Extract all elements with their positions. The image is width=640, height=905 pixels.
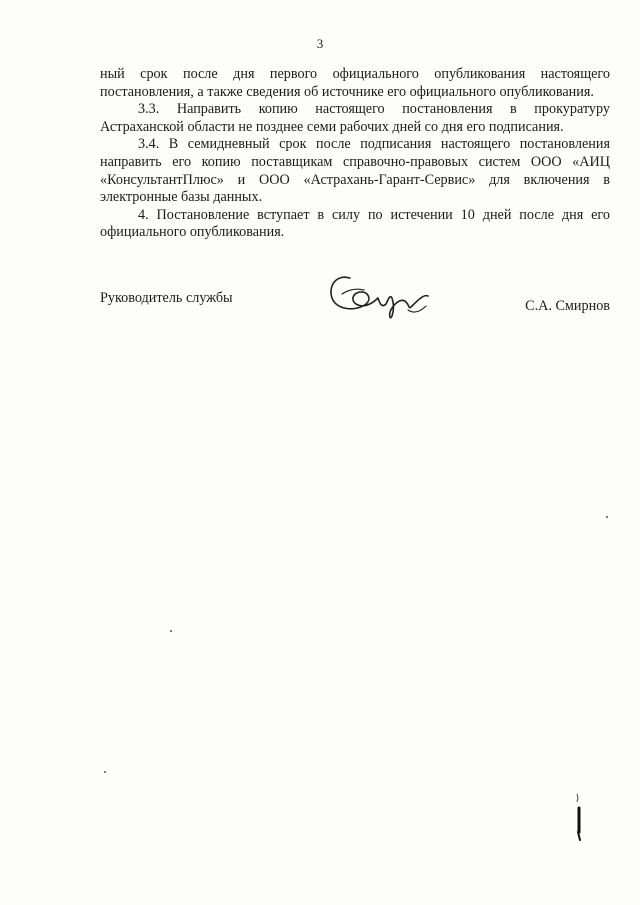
paragraph-item-3-3: 3.3. Направить копию настоящего постановления в прокуратуру Астраханской области не позднее семи рабочих дней со дня его подписания. [100,101,610,135]
scan-speck [170,630,172,632]
scan-speck [104,771,106,773]
paragraph-item-3-4: 3.4. В семидневный срок после подписания настоящего постановления направить его копию поставщикам справочно-правовых систем ООО «АИЦ «КонсультантПлюс» и ООО «Астрахань-Гарант-Сервис» для включения в электронные базы данных. [100,136,610,206]
scan-speck [606,516,608,518]
margin-mark-icon [573,792,585,844]
signer-name: С.А. Смирнов [525,298,610,314]
handwritten-signature-icon [322,264,432,324]
document-body [100,66,610,242]
paragraph-continuation: ный срок после дня первого официального опубликования настоящего постановления, а также сведения об источнике его официального опубликования. [100,66,610,100]
page-number: 3 [316,36,324,51]
paragraph-item-4: 4. Постановление вступает в силу по истечении 10 дней после дня его официального опубликования. [100,206,610,241]
signature-block [100,290,610,330]
signer-position-title: Руководитель службы [100,290,233,306]
